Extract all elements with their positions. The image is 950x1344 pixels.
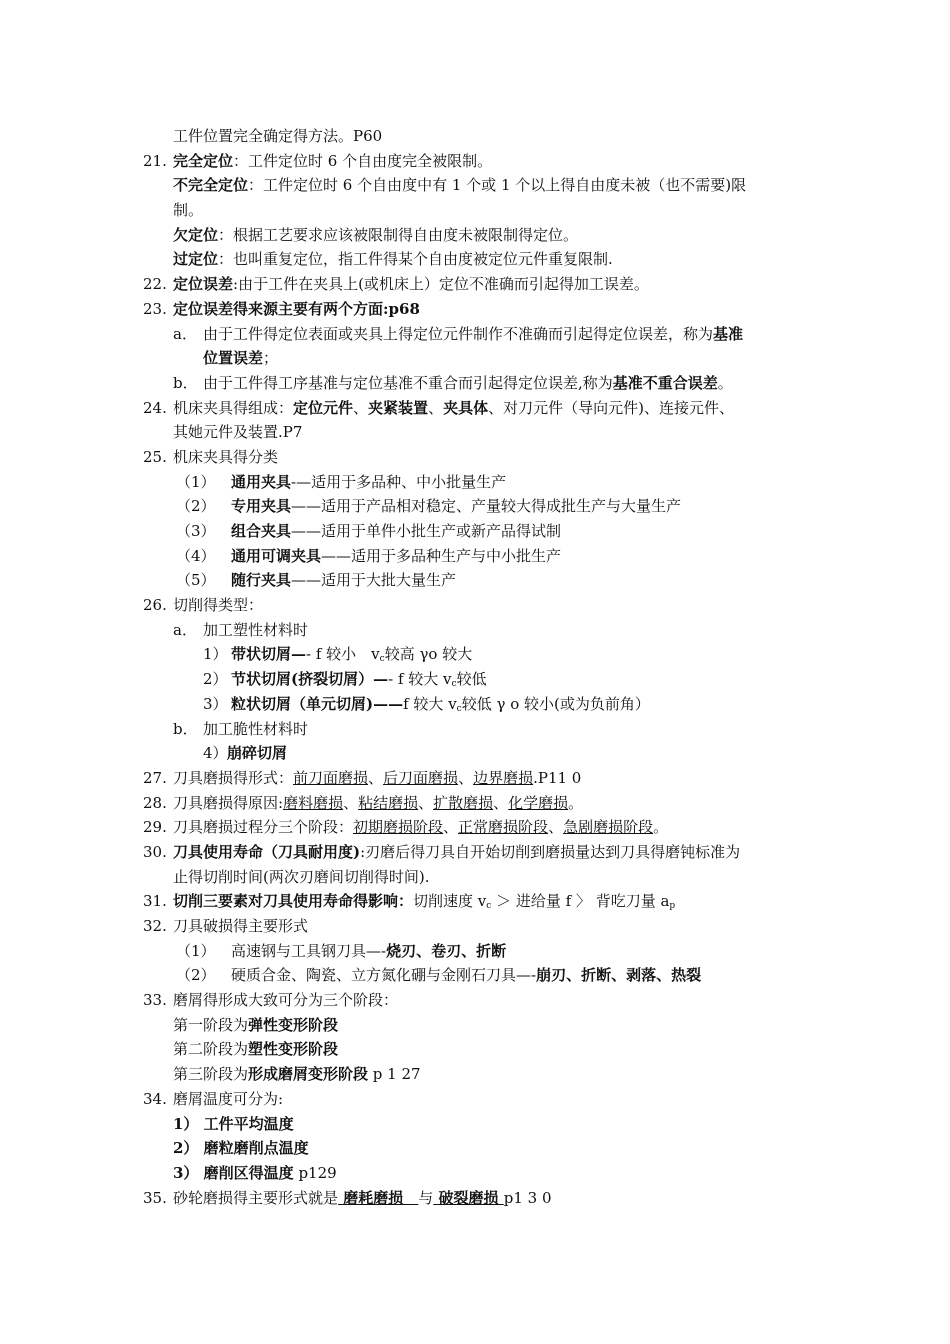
term: 刀具使用寿命（刀具耐用度) xyxy=(173,842,361,861)
sub-item xyxy=(0,717,950,742)
sub-item: （5） 随行夹具——适用于大批大量生产 xyxy=(0,568,950,593)
sub-marker: （3） xyxy=(176,522,216,540)
page-ref: p 1 27 xyxy=(368,1065,421,1084)
text-line: 第二阶段为塑性变形阶段 xyxy=(173,1040,339,1059)
line-text: 机床夹具得分类 xyxy=(173,447,279,466)
term: 化学磨损 xyxy=(508,793,569,812)
sub-marker: b． xyxy=(173,373,198,392)
term: 不完全定位 xyxy=(173,176,249,195)
term: 崩刃、折断、剥落、热裂 xyxy=(536,966,702,985)
text-line: 位置误差； xyxy=(203,349,279,368)
sub-text: 由于工件得工序基准与定位基准不重合而引起得定位误差,称为 xyxy=(203,373,613,392)
term: 节状切屑(挤裂切屑）— xyxy=(231,670,389,689)
sub-marker: a． xyxy=(173,324,197,343)
sub-sub-item: 1） 带状切屑—- f 较小 $v_c$较高 γo 较大 xyxy=(0,642,950,667)
item-number: 27. xyxy=(143,768,167,787)
text-line xyxy=(0,173,950,198)
term: 崩碎切屑 xyxy=(227,744,288,763)
text-line xyxy=(0,247,950,272)
term: 后刀面磨损 xyxy=(383,768,459,787)
item-number: 24. xyxy=(143,398,167,417)
sub-marker: 2） xyxy=(203,670,228,689)
term: 1） 工件平均温度 xyxy=(173,1114,294,1133)
sub-marker: a． xyxy=(173,620,197,639)
sub-text: 由于工件得定位表面或夹具上得定位元件制作不准确而引起得定位误差，称为 xyxy=(203,324,714,343)
term: 基准 xyxy=(713,324,744,343)
item-number: 32. xyxy=(143,917,167,935)
list-item-33 xyxy=(0,988,950,1013)
term: 塑性变形阶段 xyxy=(248,1040,339,1059)
term: 3） 磨削区得温度 xyxy=(173,1163,294,1182)
item-number: 23. xyxy=(143,299,167,318)
list-item-29: 29. 刀具磨损过程分三个阶段：初期磨损阶段、正常磨损阶段、急剧磨损阶段。 xyxy=(0,815,950,840)
sub-item: b． 由于工件得工序基准与定位基准不重合而引起得定位误差,称为基准不重合误差。 xyxy=(0,371,950,396)
sub-marker: （2） xyxy=(176,497,216,516)
sub-text: 加工脆性材料时 xyxy=(203,719,309,738)
line-text: 刀具破损得主要形式 xyxy=(173,917,309,935)
term: 粒状切屑（单元切屑)—— xyxy=(231,694,404,713)
term: 正常磨损阶段 xyxy=(458,818,549,837)
term: 专用夹具 xyxy=(231,497,292,516)
item-number: 21. xyxy=(143,151,167,170)
sub-item: （1） 高速钢与工具钢刀具—-烧刃、卷刃、折断 xyxy=(0,939,950,964)
term: 夹具体 xyxy=(443,398,489,417)
definition: :由于工件在夹具上(或机床上）定位不准确而引起得加工误差。 xyxy=(233,275,649,294)
sub-item: （1） 通用夹具-—适用于多品种、中小批量生产 xyxy=(0,470,950,495)
sub-sub-item: 2） 节状切屑(挤裂切屑）—- f 较大 $v_c$较低 xyxy=(0,667,950,692)
term: 带状切屑— xyxy=(231,645,307,664)
definition: ：根据工艺要求应该被限制得自由度未被限制得定位。 xyxy=(218,225,579,244)
line-text: 制。 xyxy=(173,201,204,220)
list-item-21 xyxy=(0,149,950,174)
term: 形成磨屑变形阶段 xyxy=(248,1065,369,1084)
term: 通用夹具 xyxy=(231,472,292,491)
list-item-23 xyxy=(0,297,950,322)
sub-marker: （1） xyxy=(176,941,216,960)
text-line xyxy=(0,865,950,890)
document-page xyxy=(0,124,950,1210)
term: 组合夹具 xyxy=(231,522,292,540)
term: 过定位 xyxy=(173,250,219,269)
sub-marker: （2） xyxy=(176,966,216,985)
line-text: 其她元件及装置.P7 xyxy=(173,423,303,442)
sub-marker: 1） xyxy=(203,645,228,664)
term: 弹性变形阶段 xyxy=(248,1015,339,1034)
sub-item: （4） 通用可调夹具——适用于多品种生产与中小批生产 xyxy=(0,544,950,569)
sub-item xyxy=(0,322,950,347)
list-item-32 xyxy=(0,914,950,939)
list-item-24: 24. 机床夹具得组成：定位元件、夹紧装置、夹具体、对刀元件（导向元件)、连接元件、 xyxy=(0,396,950,421)
term: 基准不重合误差 xyxy=(612,373,718,392)
term: 定位元件 xyxy=(293,398,354,417)
text-line: 第三阶段为形成磨屑变形阶段 p 1 27 xyxy=(173,1065,421,1084)
term: 夹紧装置 xyxy=(368,398,429,417)
list-item-34 xyxy=(0,1087,950,1112)
term: 位置误差 xyxy=(203,349,264,368)
term: 急剧磨损阶段 xyxy=(563,818,654,837)
term: 2） 磨粒磨削点温度 xyxy=(173,1139,309,1158)
list-item-27: 27. 刀具磨损得形式：前刀面磨损、后刀面磨损、边界磨损.P11 0 xyxy=(0,766,950,791)
list-item-26 xyxy=(0,593,950,618)
sub-item: （2） 硬质合金、陶瓷、立方氮化硼与金刚石刀具—-崩刃、折断、剥落、热裂 xyxy=(0,963,950,988)
item-number: 25. xyxy=(143,447,167,466)
text-line xyxy=(0,420,950,445)
term: 扩散磨损 xyxy=(433,793,494,812)
term: 粘结磨损 xyxy=(358,793,419,812)
item-number: 35. xyxy=(143,1188,167,1207)
term: 切削三要素对刀具使用寿命得影响： xyxy=(173,892,414,911)
item-number: 29. xyxy=(143,818,167,837)
term: 通用可调夹具 xyxy=(231,546,322,565)
list-item-28: 28. 刀具磨损得原因:磨料磨损、粘结磨损、扩散磨损、化学磨损。 xyxy=(0,791,950,816)
sub-marker: 3） xyxy=(203,694,228,713)
item-number: 22. xyxy=(143,275,167,294)
item-number: 30. xyxy=(143,842,167,861)
text-line xyxy=(0,223,950,248)
term: 随行夹具 xyxy=(231,571,292,590)
term: 完全定位 xyxy=(173,151,234,170)
term: 定位误差得来源主要有两个方面: xyxy=(173,299,389,318)
page-ref: p1 3 0 xyxy=(503,1188,552,1207)
term: 欠定位 xyxy=(173,225,219,244)
term: 初期磨损阶段 xyxy=(353,818,444,837)
item-number: 26. xyxy=(143,596,167,615)
list-item-30: 30. 刀具使用寿命（刀具耐用度):刃磨后得刀具自开始切削到磨损量达到刀具得磨钝标准为 xyxy=(0,840,950,865)
sub-marker: （5） xyxy=(176,571,216,590)
definition: ：也叫重复定位，指工件得某个自由度被定位元件重复限制. xyxy=(218,250,613,269)
sub-sub-item xyxy=(0,741,950,766)
item-number: 33. xyxy=(143,991,167,1010)
sub-marker: b． xyxy=(173,719,198,738)
list-item-22 xyxy=(0,272,950,297)
term: 磨耗磨损 xyxy=(338,1188,419,1207)
list-item-31: 31. 切削三要素对刀具使用寿命得影响：切削速度 $v_c$ ＞ 进给量 f 〉 背吃刀量 $a_p$ xyxy=(0,889,950,914)
text-line xyxy=(0,1136,950,1161)
text-line xyxy=(0,198,950,223)
item-number: 28. xyxy=(143,793,167,812)
sub-item: （2） 专用夹具——适用于产品相对稳定、产量较大得成批生产与大量生产 xyxy=(0,494,950,519)
page-ref: p68 xyxy=(388,299,420,318)
sub-item xyxy=(0,618,950,643)
sub-text: 加工塑性材料时 xyxy=(203,620,309,639)
text-line: 第一阶段为弹性变形阶段 xyxy=(173,1015,339,1034)
term: 定位误差 xyxy=(173,275,234,294)
page-ref: p129 xyxy=(293,1163,337,1182)
line-text: 止得切削时间(两次刃磨间切削得时间). xyxy=(173,867,430,886)
definition: ：工件定位时 6 个自由度完全被限制。 xyxy=(233,151,493,170)
line-text: 切削得类型： xyxy=(173,596,264,615)
line-text: 磨屑温度可分为: xyxy=(173,1089,284,1108)
list-item-35: 35. 砂轮磨损得主要形式就是 磨耗磨损 与 破裂磨损 p1 3 0 xyxy=(0,1186,950,1211)
list-item-25 xyxy=(0,445,950,470)
item-number: 34. xyxy=(143,1089,167,1108)
definition: ：工件定位时 6 个自由度中有 1 个或 1 个以上得自由度未被（也不需要)限 xyxy=(248,176,747,195)
line-text: 磨屑得形成大致可分为三个阶段： xyxy=(173,991,399,1010)
term: 破裂磨损 xyxy=(433,1188,504,1207)
text-line xyxy=(0,1161,950,1186)
term: 边界磨损 xyxy=(473,768,534,787)
sub-marker: （4） xyxy=(176,546,216,565)
text-line xyxy=(0,1112,950,1137)
term: 前刀面磨损 xyxy=(293,768,369,787)
line-text: 工件位置完全确定得方法。P60 xyxy=(173,127,383,145)
sub-marker: 4） xyxy=(203,744,228,763)
item-number: 31. xyxy=(143,892,167,911)
term: 烧刃、卷刃、折断 xyxy=(386,941,507,960)
sub-marker: （1） xyxy=(176,472,216,491)
sub-item: （3） 组合夹具——适用于单件小批生产或新产品得试制 xyxy=(0,519,950,544)
text-line xyxy=(0,124,950,149)
sub-sub-item: 3） 粒状切屑（单元切屑)——f 较大 $v_c$较低 γ o 较小(或为负前角） xyxy=(0,692,950,717)
term: 磨料磨损 xyxy=(283,793,344,812)
